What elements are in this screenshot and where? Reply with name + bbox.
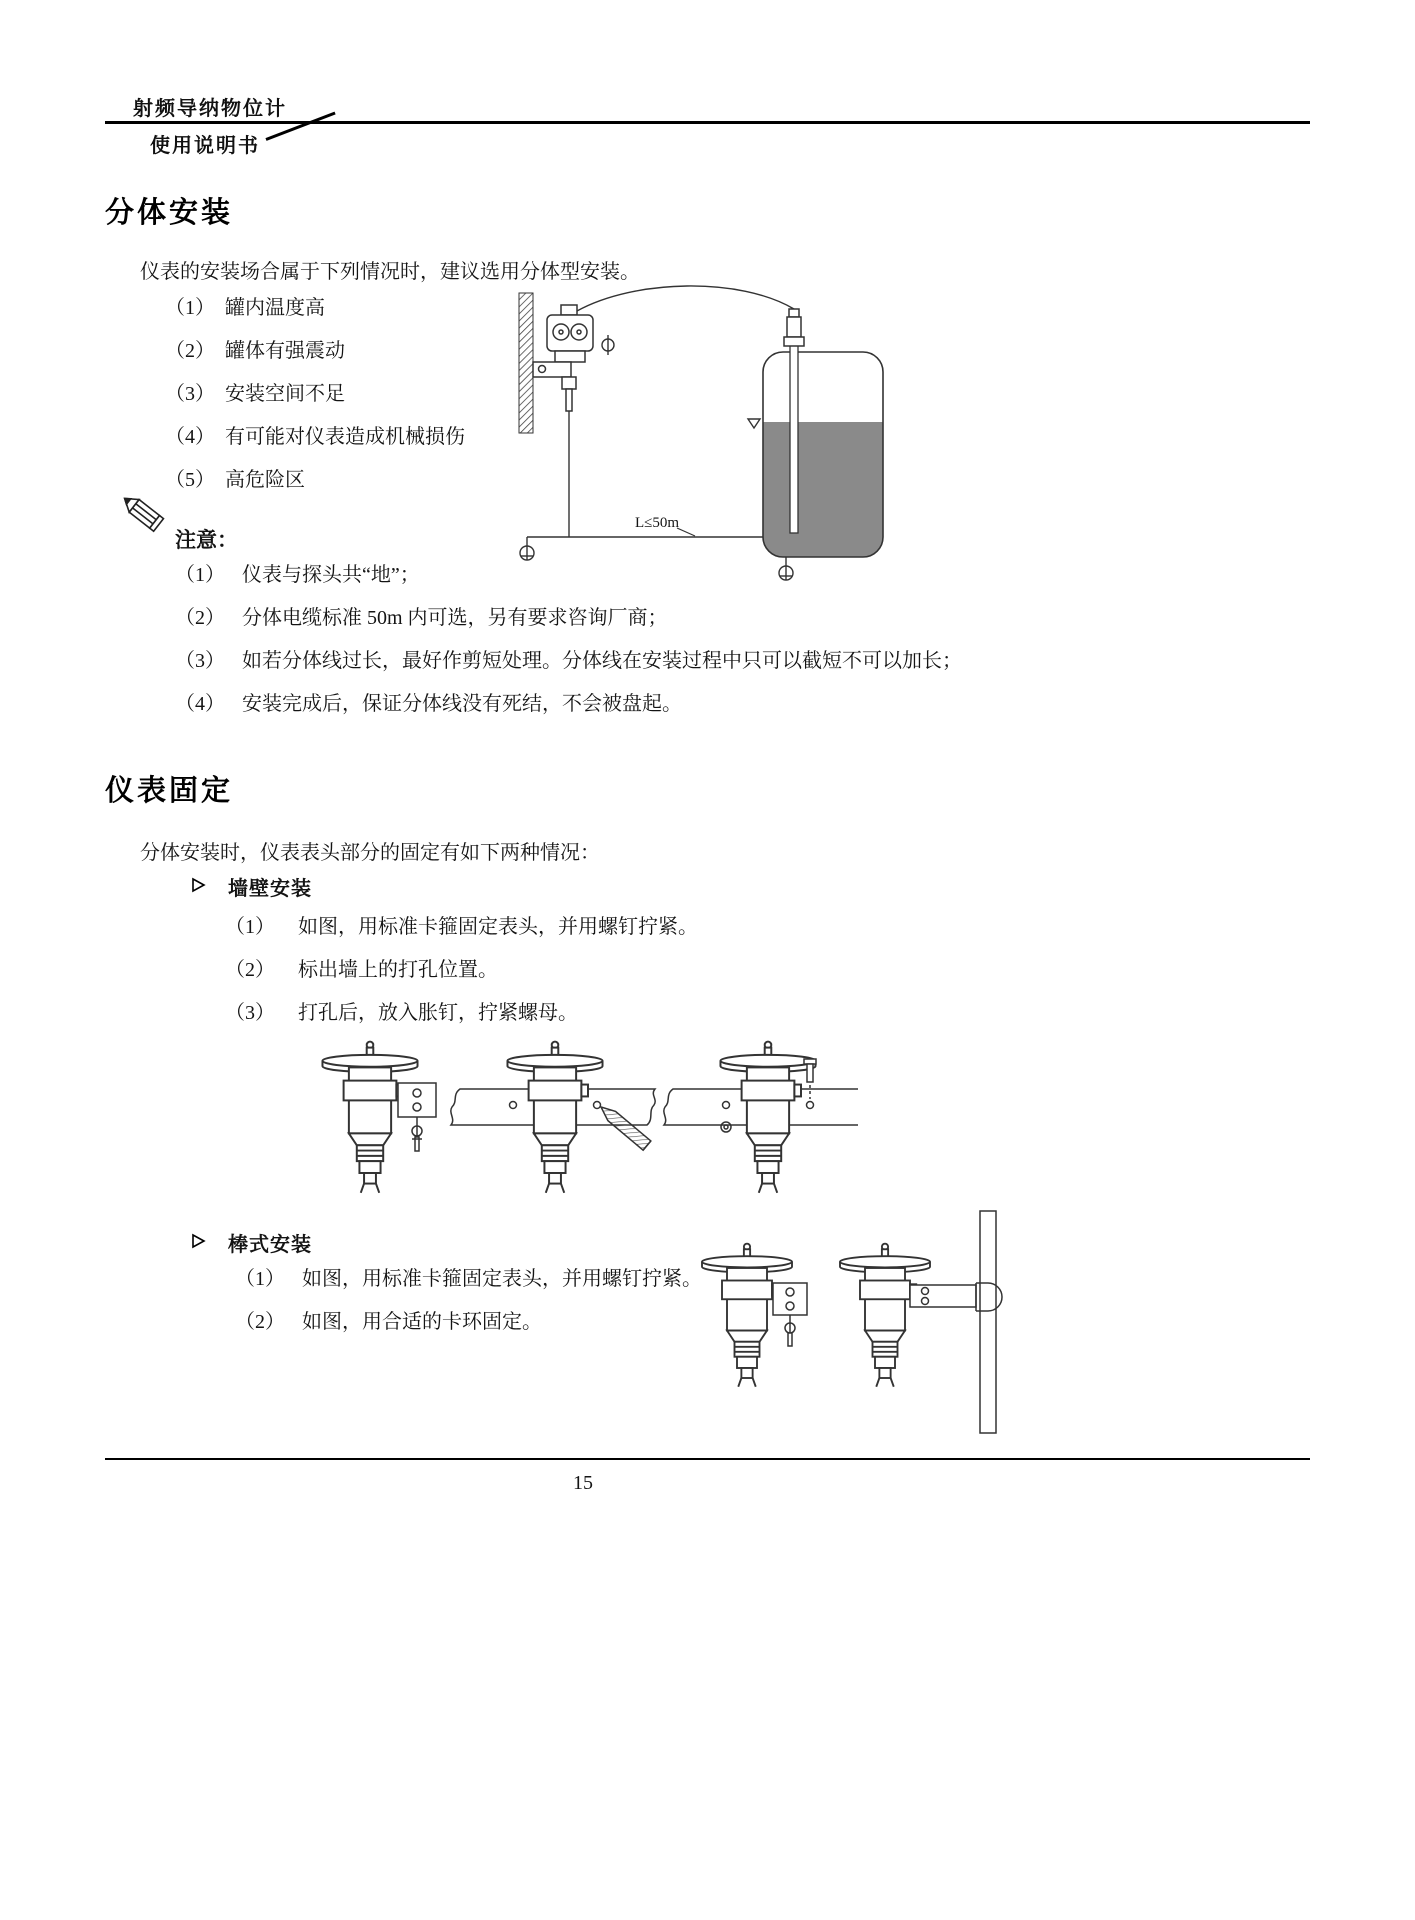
ground-wiring (527, 411, 786, 566)
screw-icon (602, 335, 614, 355)
manual-title: 射频导纳物位计 (133, 98, 287, 120)
wall-mount-diagrams (300, 1035, 858, 1207)
footer-rule (105, 1458, 1310, 1460)
notes-list (175, 558, 962, 730)
split-conditions-list (165, 291, 465, 506)
note-item (175, 644, 962, 687)
step-item (225, 996, 698, 1039)
item-text: 分体电缆标准 50m 内可选，另有要求咨询厂商； (242, 607, 668, 629)
split-install-intro: 仪表的安装场合属于下列情况时，建议选用分体型安装。 (140, 261, 640, 283)
cable-length-label: L≤50m (635, 515, 680, 531)
split-installation-diagram (505, 285, 900, 595)
drill-hole (594, 1102, 601, 1109)
arrow-bullet-icon (191, 877, 206, 893)
item-number: （1） (175, 564, 225, 586)
item-number: （4） (175, 693, 225, 715)
note-item (175, 558, 962, 601)
item-number: （2） (165, 340, 215, 362)
item-number: （1） (225, 916, 275, 938)
mounting-rod (980, 1211, 996, 1433)
pencil-icon (116, 489, 168, 535)
rod-mount-heading: 棒式安装 (228, 1234, 312, 1256)
item-text: 标出墙上的打孔位置。 (298, 959, 498, 981)
rod-mount-head-left (702, 1244, 807, 1387)
item-text: 罐内温度高 (225, 297, 325, 319)
item-text: 打孔后，放入胀钉，拧紧螺母。 (298, 1002, 578, 1024)
wall-mount-anchor-diagram (664, 1042, 858, 1193)
item-number: （2） (175, 607, 225, 629)
note-item (175, 601, 962, 644)
item-number: （1） (165, 297, 215, 319)
item-text: 如若分体线过长，最好作剪短处理。分体线在安装过程中只可以截短不可以加长； (242, 650, 962, 672)
list-item (165, 291, 465, 334)
mount-bracket (398, 1083, 436, 1151)
fixing-intro: 分体安装时，仪表表头部分的固定有如下两种情况： (140, 842, 600, 864)
list-item (165, 420, 465, 463)
item-text: 如图，用标准卡箍固定表头，并用螺钉拧紧。 (298, 916, 698, 938)
note-heading: 注意： (175, 528, 238, 552)
item-number: （1） (235, 1268, 285, 1290)
label-leader-line (677, 528, 695, 536)
item-text: 安装完成后，保证分体线没有死结，不会被盘起。 (242, 693, 682, 715)
manual-subtitle: 使用说明书 (150, 135, 260, 157)
probe-rod (790, 345, 798, 533)
wall-mount-steps (225, 910, 698, 1039)
item-text: 安装空间不足 (225, 383, 345, 405)
item-number: （3） (225, 1002, 275, 1024)
note-item (175, 687, 962, 730)
section-title-split-install: 分体安装 (105, 197, 234, 229)
wall-mount-marking-diagram (451, 1042, 655, 1193)
drill-hole (723, 1102, 730, 1109)
step-item (225, 910, 698, 953)
tank-liquid (763, 422, 883, 557)
drill-hole (807, 1102, 814, 1109)
section-title-fixing: 仪表固定 (105, 775, 234, 807)
page-number: 15 (573, 1472, 593, 1494)
instrument-head (840, 1244, 930, 1387)
item-text: 有可能对仪表造成机械损伤 (225, 426, 465, 448)
wall-mount-clamp-diagram (322, 1042, 436, 1193)
item-text: 高危险区 (225, 469, 305, 491)
list-item (165, 334, 465, 377)
step-item (235, 1262, 702, 1305)
step-item (235, 1305, 702, 1348)
arrow-bullet-icon (191, 1233, 206, 1249)
split-cable (577, 286, 794, 311)
wall-hatch (519, 293, 533, 433)
item-number: （2） (235, 1311, 285, 1333)
header-rule (105, 121, 1310, 124)
item-number: （2） (225, 959, 275, 981)
item-text: 如图，用标准卡箍固定表头，并用螺钉拧紧。 (302, 1268, 702, 1290)
wall-mount-heading: 墙壁安装 (228, 878, 312, 900)
list-item (165, 377, 465, 420)
item-number: （4） (165, 426, 215, 448)
item-text: 如图，用合适的卡环固定。 (302, 1311, 542, 1333)
list-item (165, 463, 465, 506)
mount-bracket (773, 1283, 807, 1346)
item-number: （3） (165, 383, 215, 405)
remote-display-head (533, 305, 593, 411)
step-item (225, 953, 698, 996)
item-number: （5） (165, 469, 215, 491)
drill-hole (510, 1102, 517, 1109)
rod-mount-steps (235, 1262, 702, 1348)
probe-fitting (784, 309, 804, 346)
item-text: 仪表与探头共“地”； (242, 564, 420, 586)
item-text: 罐体有强震动 (225, 340, 345, 362)
rod-mount-diagrams (685, 1205, 1015, 1440)
level-mark-icon (748, 419, 760, 428)
item-number: （3） (175, 650, 225, 672)
rod-mount-head-right (840, 1244, 1002, 1387)
